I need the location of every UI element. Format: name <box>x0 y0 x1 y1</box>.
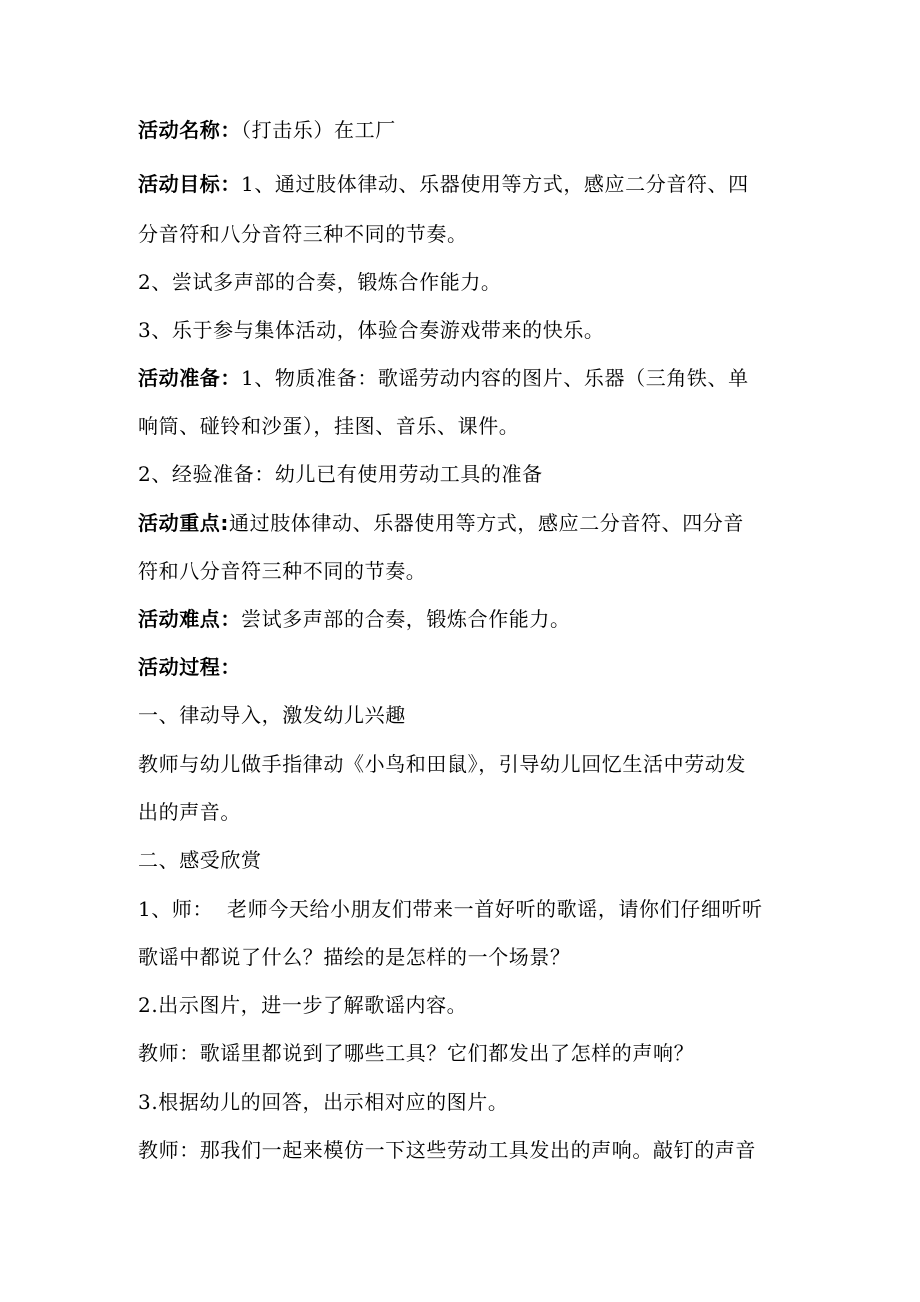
activity-prep-text-3: 2、经验准备：幼儿已有使用劳动工具的准备 <box>138 462 543 486</box>
activity-prep-line-3 <box>138 462 798 486</box>
process-line-text: 歌谣中都说了什么？描绘的是怎样的一个场景？ <box>138 945 571 969</box>
activity-name-text: （打击乐）在工厂 <box>241 118 396 142</box>
activity-process-label: 活动过程： <box>138 655 241 679</box>
activity-goals-text-1: 1、通过肢体律动、乐器使用等方式，感应二分音符、四 <box>241 172 749 196</box>
process-line-text: 2.出示图片，进一步了解歌谣内容。 <box>138 993 468 1017</box>
process-line <box>138 1090 798 1114</box>
process-line <box>138 800 798 824</box>
process-line-text: 1、师： 老师今天给小朋友们带来一首好听的歌谣，请你们仔细听听 <box>138 897 763 921</box>
activity-goals-line-4 <box>138 318 798 342</box>
process-line <box>138 945 798 969</box>
process-line-text: 3.根据幼儿的回答，出示相对应的图片。 <box>138 1090 509 1114</box>
activity-goals-label: 活动目标： <box>138 172 241 196</box>
process-line <box>138 848 798 872</box>
activity-goals-text-3: 2、尝试多声部的合奏，锻炼合作能力。 <box>138 270 502 294</box>
process-line <box>138 993 798 1017</box>
activity-prep-label: 活动准备： <box>138 366 241 390</box>
process-line-text: 一、律动导入，激发幼儿兴趣 <box>138 703 406 727</box>
activity-difficulty-text: 尝试多声部的合奏，锻炼合作能力。 <box>241 607 571 631</box>
activity-key-line-2 <box>138 559 798 583</box>
process-line-text: 教师：那我们一起来模仿一下这些劳动工具发出的声响。敲钉的声音 <box>138 1138 756 1162</box>
process-line-text: 出的声音。 <box>138 800 241 824</box>
process-line <box>138 1041 798 1065</box>
activity-key-text-1: 通过肢体律动、乐器使用等方式，感应二分音符、四分音 <box>229 511 744 535</box>
activity-key-text-2: 符和八分音符三种不同的节奏。 <box>138 559 427 583</box>
process-line-text: 二、感受欣赏 <box>138 848 262 872</box>
activity-goals-line-1 <box>138 172 798 196</box>
activity-prep-text-1: 1、物质准备：歌谣劳动内容的图片、乐器（三角铁、单 <box>241 366 749 390</box>
activity-key-line-1 <box>138 511 798 535</box>
activity-process-heading <box>138 655 798 679</box>
activity-goals-text-2: 分音符和八分音符三种不同的节奏。 <box>138 222 468 246</box>
activity-goals-line-3 <box>138 270 798 294</box>
activity-name-label: 活动名称： <box>138 118 241 142</box>
process-line-text: 教师：歌谣里都说到了哪些工具？它们都发出了怎样的声响？ <box>138 1041 695 1065</box>
activity-difficulty-label: 活动难点： <box>138 607 241 631</box>
process-line <box>138 897 798 921</box>
activity-goals-text-4: 3、乐于参与集体活动，体验合奏游戏带来的快乐。 <box>138 318 605 342</box>
activity-key-label: 活动重点: <box>138 511 229 535</box>
process-line <box>138 1138 798 1162</box>
process-line <box>138 752 798 776</box>
process-line <box>138 703 798 727</box>
activity-goals-line-2 <box>138 222 798 246</box>
activity-prep-line-2 <box>138 414 798 438</box>
activity-prep-text-2: 响筒、碰铃和沙蛋），挂图、音乐、课件。 <box>138 414 520 438</box>
activity-difficulty-line <box>138 607 798 631</box>
activity-name-line <box>138 118 798 142</box>
process-line-text: 教师与幼儿做手指律动《小鸟和田鼠》，引导幼儿回忆生活中劳动发 <box>138 752 746 776</box>
activity-prep-line-1 <box>138 366 798 390</box>
